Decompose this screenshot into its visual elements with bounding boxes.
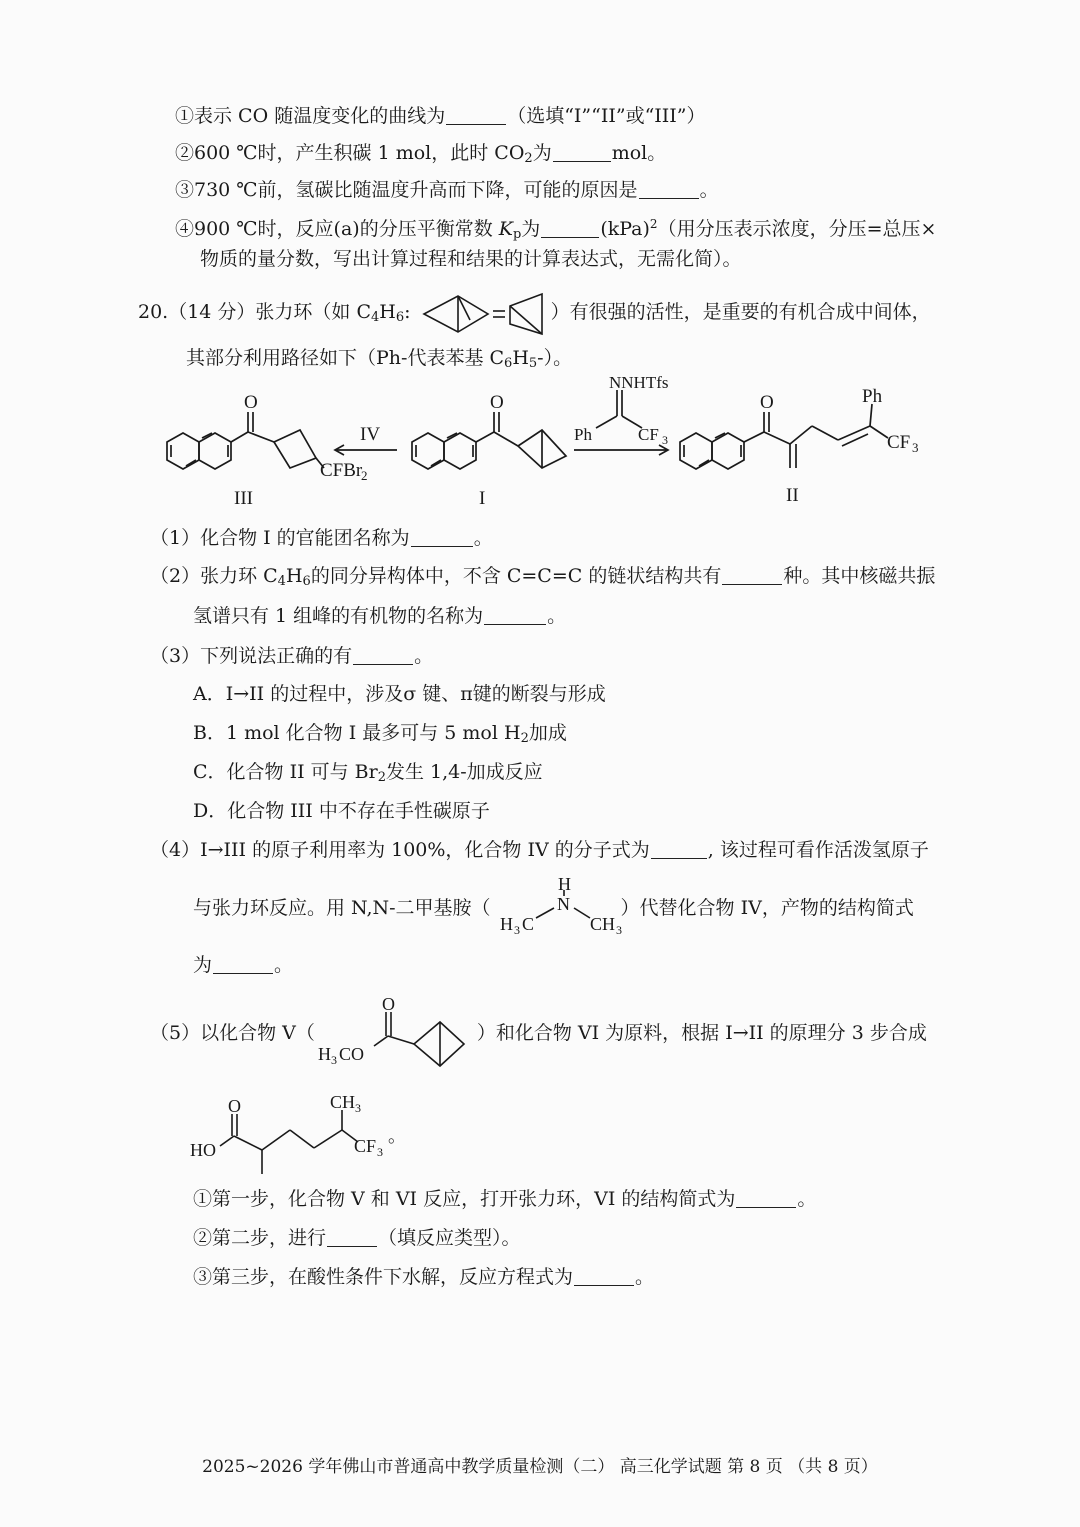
atom-label: O bbox=[228, 1096, 241, 1116]
option-d: D．化合物 III 中不存在手性碳原子 bbox=[193, 800, 490, 822]
q19-item-1: ①表示 CO 随温度变化的曲线为 （选填“I”“II”或“III”） bbox=[175, 105, 706, 127]
strain-ring-structure bbox=[420, 290, 560, 340]
compound-V-structure bbox=[316, 992, 486, 1074]
q20-part-4-cont: 与张力环反应。用 N,N-二甲基胺（ ）代替化合物 IV，产物的结构简式 bbox=[193, 897, 914, 919]
reagent-label: 3 bbox=[662, 433, 668, 447]
q20-part-3: （3）下列说法正确的有 。 bbox=[150, 645, 434, 667]
atom-label: CH bbox=[590, 914, 616, 934]
answer-blank[interactable] bbox=[651, 840, 707, 859]
atom-label: 3 bbox=[355, 1101, 361, 1115]
answer-blank[interactable] bbox=[213, 955, 273, 974]
q19-item-4: ④900 ℃时，反应(a)的分压平衡常数 $K_p$为 (kPa)$^2$（用分压表示浓度，分压=总压× bbox=[175, 217, 937, 242]
compound-label-II: II bbox=[786, 485, 799, 506]
answer-blank[interactable] bbox=[327, 1228, 377, 1247]
atom-label: CH bbox=[330, 1092, 356, 1112]
target-molecule-structure bbox=[190, 1090, 420, 1180]
atom-label: 2 bbox=[361, 468, 368, 483]
atom-label: O bbox=[244, 392, 258, 413]
answer-blank[interactable] bbox=[484, 606, 546, 625]
atom-label: Ph bbox=[862, 386, 883, 407]
atom-label: 3 bbox=[912, 440, 919, 455]
answer-blank[interactable] bbox=[574, 1267, 634, 1286]
q20-heading: 20.（14 分）张力环（如 $C_4H_6$: ）有很强的活性，是重要的有机合成中间体， bbox=[138, 301, 931, 325]
atom-label: CO bbox=[339, 1044, 365, 1064]
option-b: B．1 mol 化合物 I 最多可与 5 mol $H_2$加成 bbox=[193, 722, 567, 746]
page-footer: 2025~2026 学年佛山市普通高中教学质量检测（二） 高三化学试题 第 8 页 （共 8 页） bbox=[202, 1457, 878, 1477]
atom-label: HO bbox=[190, 1140, 216, 1160]
atom-label: 3 bbox=[616, 923, 622, 937]
answer-blank[interactable] bbox=[553, 143, 611, 162]
atom-label: O bbox=[382, 994, 395, 1014]
q20-part-5-step-1: ①第一步，化合物 V 和 VI 反应，打开张力环，VI 的结构简式为 。 bbox=[193, 1188, 817, 1210]
atom-label: O bbox=[490, 392, 504, 413]
option-a: A．I→II 的过程中，涉及σ 键、π键的断裂与形成 bbox=[193, 683, 606, 705]
atom-label: 3 bbox=[514, 923, 520, 937]
atom-label: H bbox=[500, 914, 513, 934]
option-c: C．化合物 II 可与 $Br_2$发生 1,4-加成反应 bbox=[193, 761, 543, 785]
answer-blank[interactable] bbox=[722, 566, 782, 585]
answer-blank[interactable] bbox=[541, 219, 599, 238]
q20-part-5: （5）以化合物 V（ ）和化合物 VI 为原料，根据 I→II 的原理分 3 步合成 bbox=[150, 1022, 927, 1044]
dimethylamine-structure bbox=[498, 874, 638, 936]
q20-part-1: （1）化合物 I 的官能团名称为 。 bbox=[150, 527, 493, 549]
answer-blank[interactable] bbox=[411, 528, 473, 547]
q19-item-4-cont: 物质的量分数，写出计算过程和结果的计算表达式，无需化简）。 bbox=[200, 248, 742, 270]
reaction-scheme bbox=[150, 368, 930, 513]
atom-label: CFBr bbox=[320, 460, 363, 481]
q20-part-2: （2）张力环 $C_4H_6$的同分异构体中，不含 C=C=C 的链状结构共有 种。其中核磁共振 bbox=[150, 565, 936, 589]
q20-part-4-cont2: 为 。 bbox=[193, 954, 294, 976]
q19-item-2: ②600 ℃时，产生积碳 1 mol，此时 $CO_2$为 mol。 bbox=[175, 142, 667, 166]
compound-label-I: I bbox=[479, 488, 486, 509]
atom-label: H bbox=[318, 1044, 331, 1064]
reagent-label: Ph bbox=[574, 425, 592, 444]
atom-label: 3 bbox=[377, 1145, 383, 1159]
punctuation: 。 bbox=[388, 1126, 406, 1146]
reagent-label: NNHTfs bbox=[609, 373, 669, 392]
answer-blank[interactable] bbox=[446, 106, 506, 125]
atom-label: CF bbox=[887, 432, 911, 453]
answer-blank[interactable] bbox=[639, 180, 699, 199]
reagent-label: CF bbox=[638, 425, 659, 444]
atom-label: H bbox=[558, 874, 571, 894]
q20-part-4: （4）I→III 的原子利用率为 100%，化合物 IV 的分子式为 , 该过程可看作活泼氢原子 bbox=[150, 839, 929, 861]
answer-blank[interactable] bbox=[353, 646, 413, 665]
atom-label: O bbox=[760, 392, 774, 413]
q20-part-5-step-2: ②第二步，进行 （填反应类型）。 bbox=[193, 1227, 521, 1249]
q20-part-2-cont: 氢谱只有 1 组峰的有机物的名称为 。 bbox=[193, 605, 567, 627]
atom-label: C bbox=[522, 914, 535, 934]
atom-label: 3 bbox=[331, 1053, 337, 1067]
q19-item-3: ③730 ℃前，氢碳比随温度升高而下降，可能的原因是 。 bbox=[175, 179, 719, 201]
q20-heading-line2: 其部分利用路径如下（Ph-代表苯基 $C_6H_5-$）。 bbox=[186, 347, 573, 371]
atom-label: CF bbox=[354, 1136, 377, 1156]
atom-label: N bbox=[557, 894, 570, 914]
answer-blank[interactable] bbox=[736, 1189, 796, 1208]
arrow-label-IV: IV bbox=[360, 424, 381, 445]
q20-part-5-step-3: ③第三步，在酸性条件下水解，反应方程式为 。 bbox=[193, 1266, 655, 1288]
compound-label-III: III bbox=[234, 488, 253, 509]
